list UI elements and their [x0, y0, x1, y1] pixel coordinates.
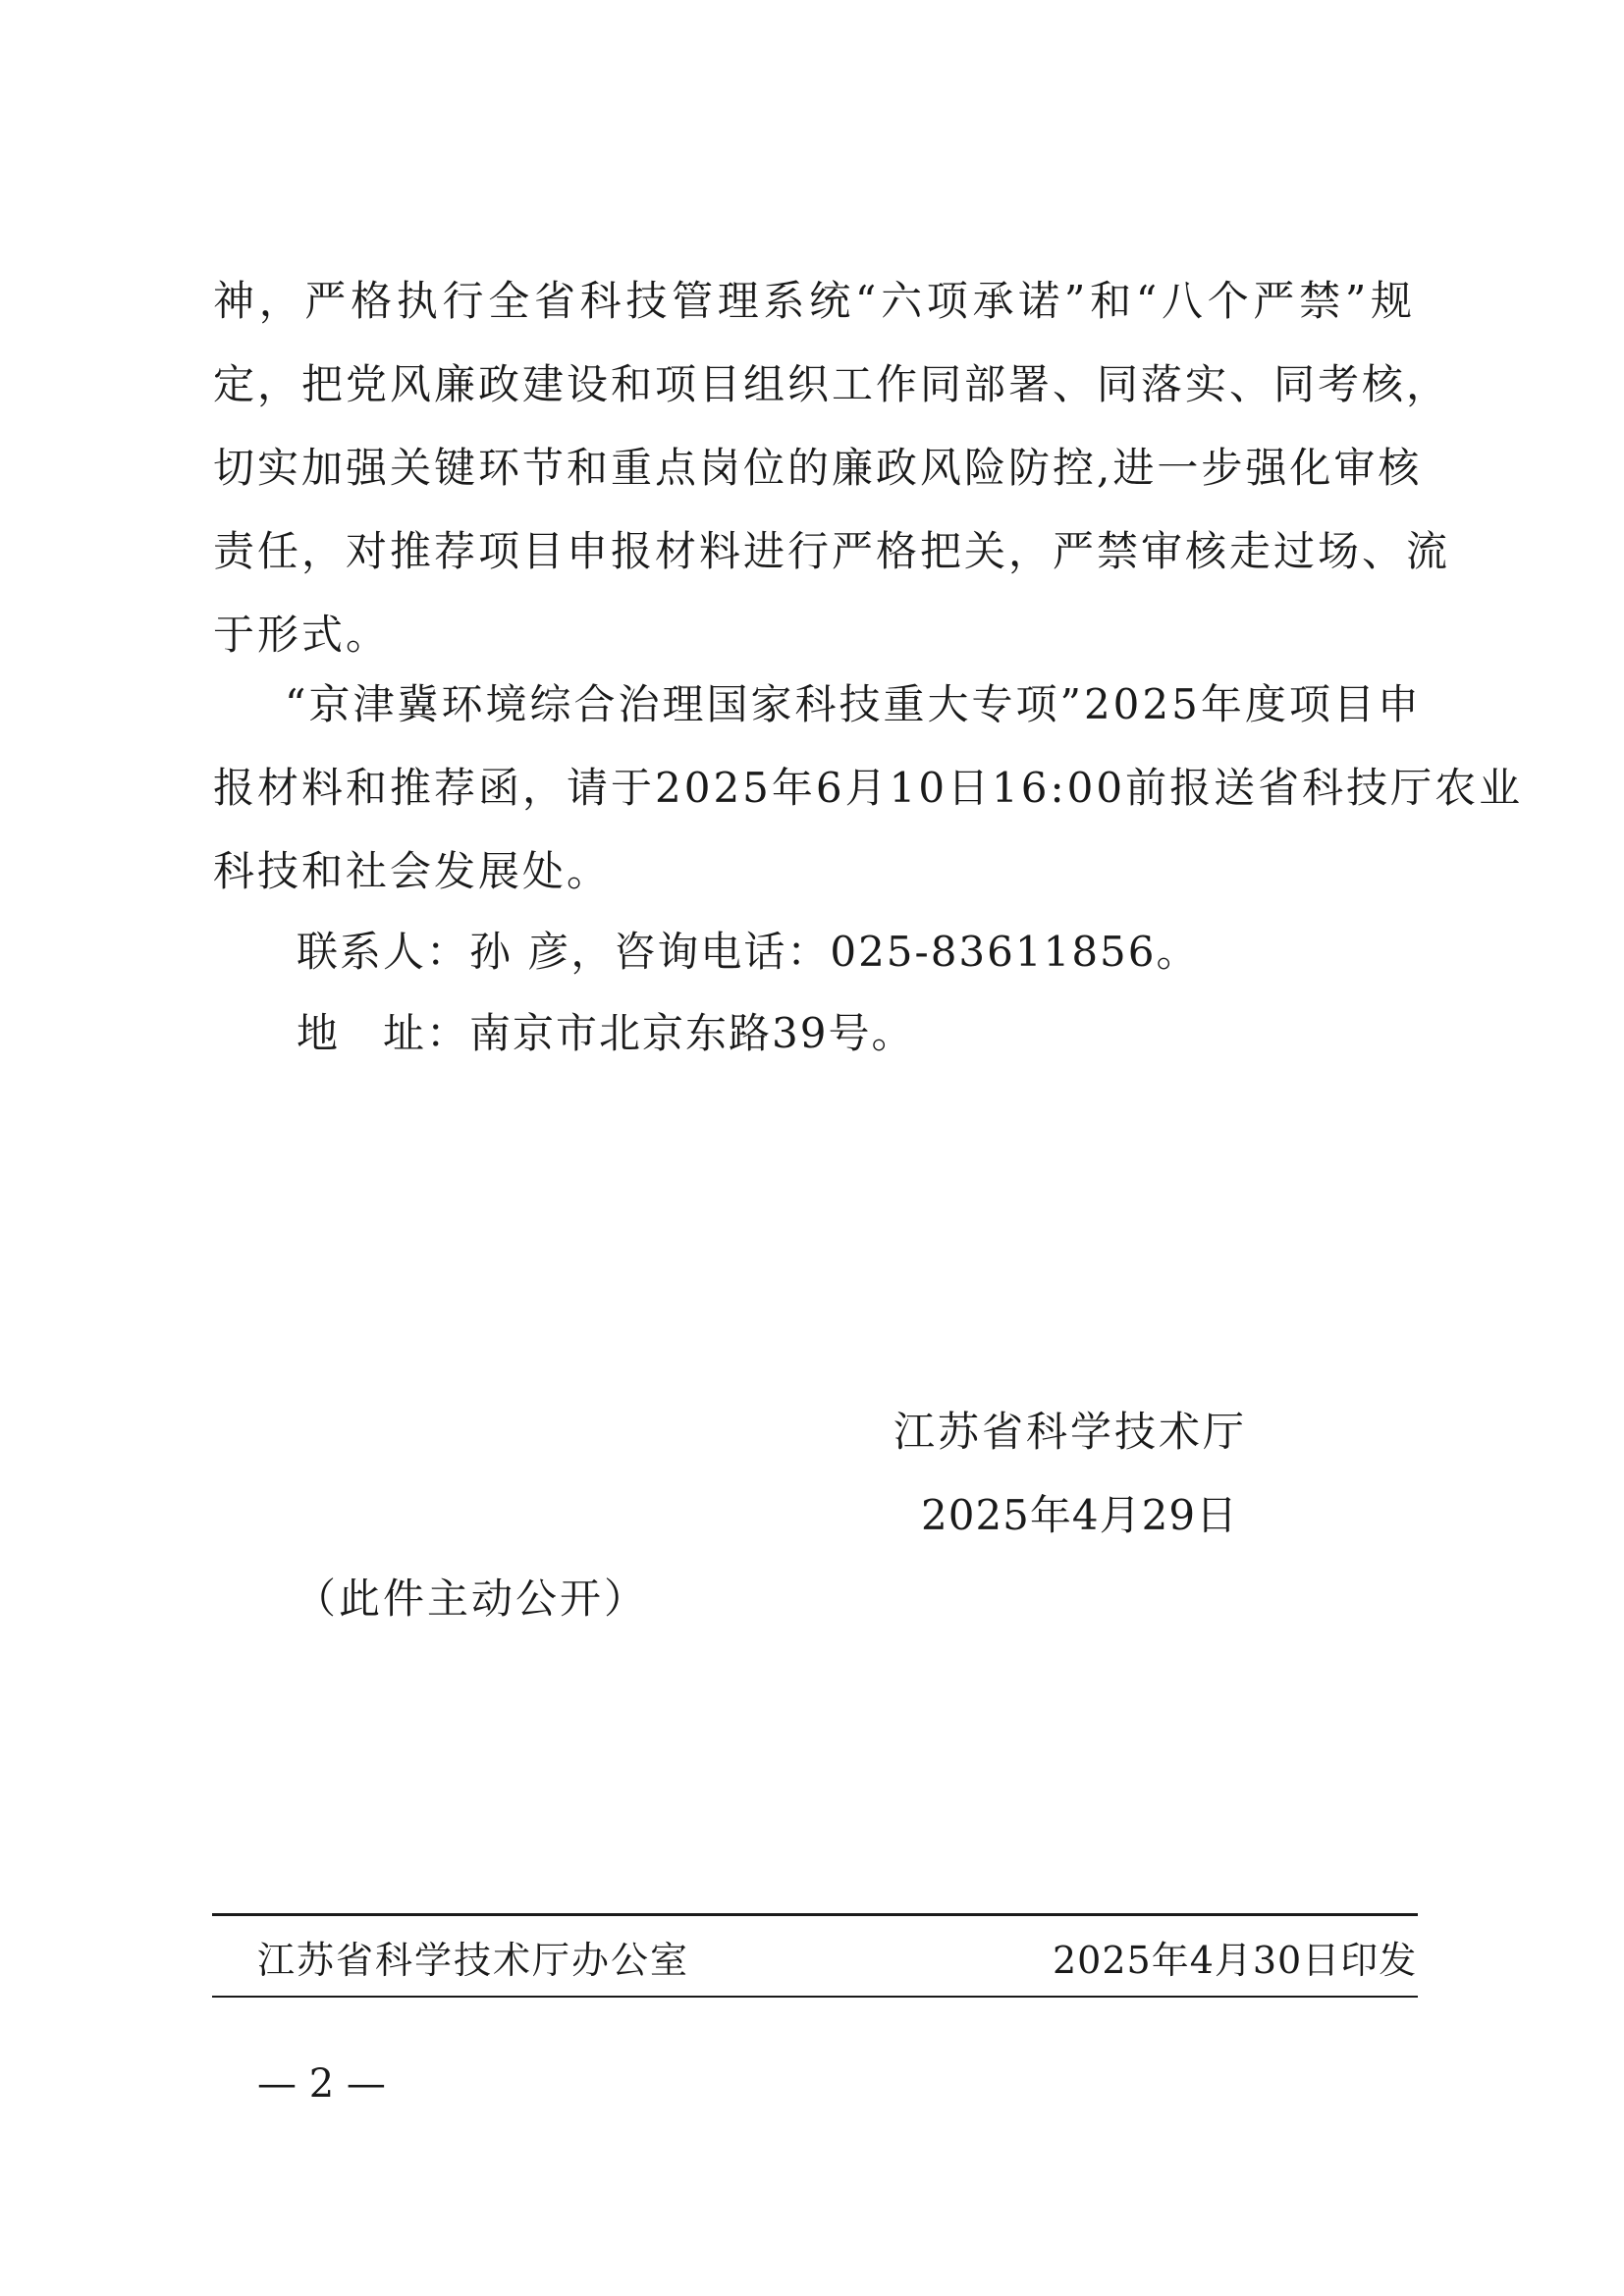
body-line: 定，把党风廉政建设和项目组织工作同部署、同落实、同考核，	[213, 360, 1451, 408]
issue-date: 2025年4月29日	[921, 1491, 1239, 1539]
body-line: 神，严格执行全省科技管理系统“六项承诺”和“八个严禁”规	[213, 277, 1415, 325]
body-line: “京津冀环境综合治理国家科技重大专项”2025年度项目申	[285, 680, 1422, 728]
footer-bottom-rule	[212, 1996, 1418, 1998]
footer-print-date: 2025年4月30日印发	[1053, 1939, 1418, 1982]
disclosure-note: （此件主动公开）	[295, 1575, 649, 1623]
body-line: 于形式。	[213, 611, 391, 659]
issuer-name: 江苏省科学技术厅	[893, 1408, 1248, 1456]
contact-line: 联系人：孙 彦，咨询电话：025-83611856。	[297, 928, 1200, 976]
body-line: 切实加强关键环节和重点岗位的廉政风险防控,进一步强化审核	[213, 444, 1423, 492]
body-line: 责任，对推荐项目申报材料进行严格把关，严禁审核走过场、流	[213, 527, 1451, 575]
page-number: — 2 —	[257, 2061, 386, 2107]
body-line: 科技和社会发展处。	[213, 847, 612, 895]
body-line: 报材料和推荐函，请于2025年6月10日16:00前报送省科技厅农业	[213, 764, 1524, 812]
footer-office: 江苏省科学技术厅办公室	[257, 1939, 690, 1982]
footer-top-rule	[212, 1913, 1418, 1916]
address-line: 地 址：南京市北京东路39号。	[297, 1009, 915, 1057]
